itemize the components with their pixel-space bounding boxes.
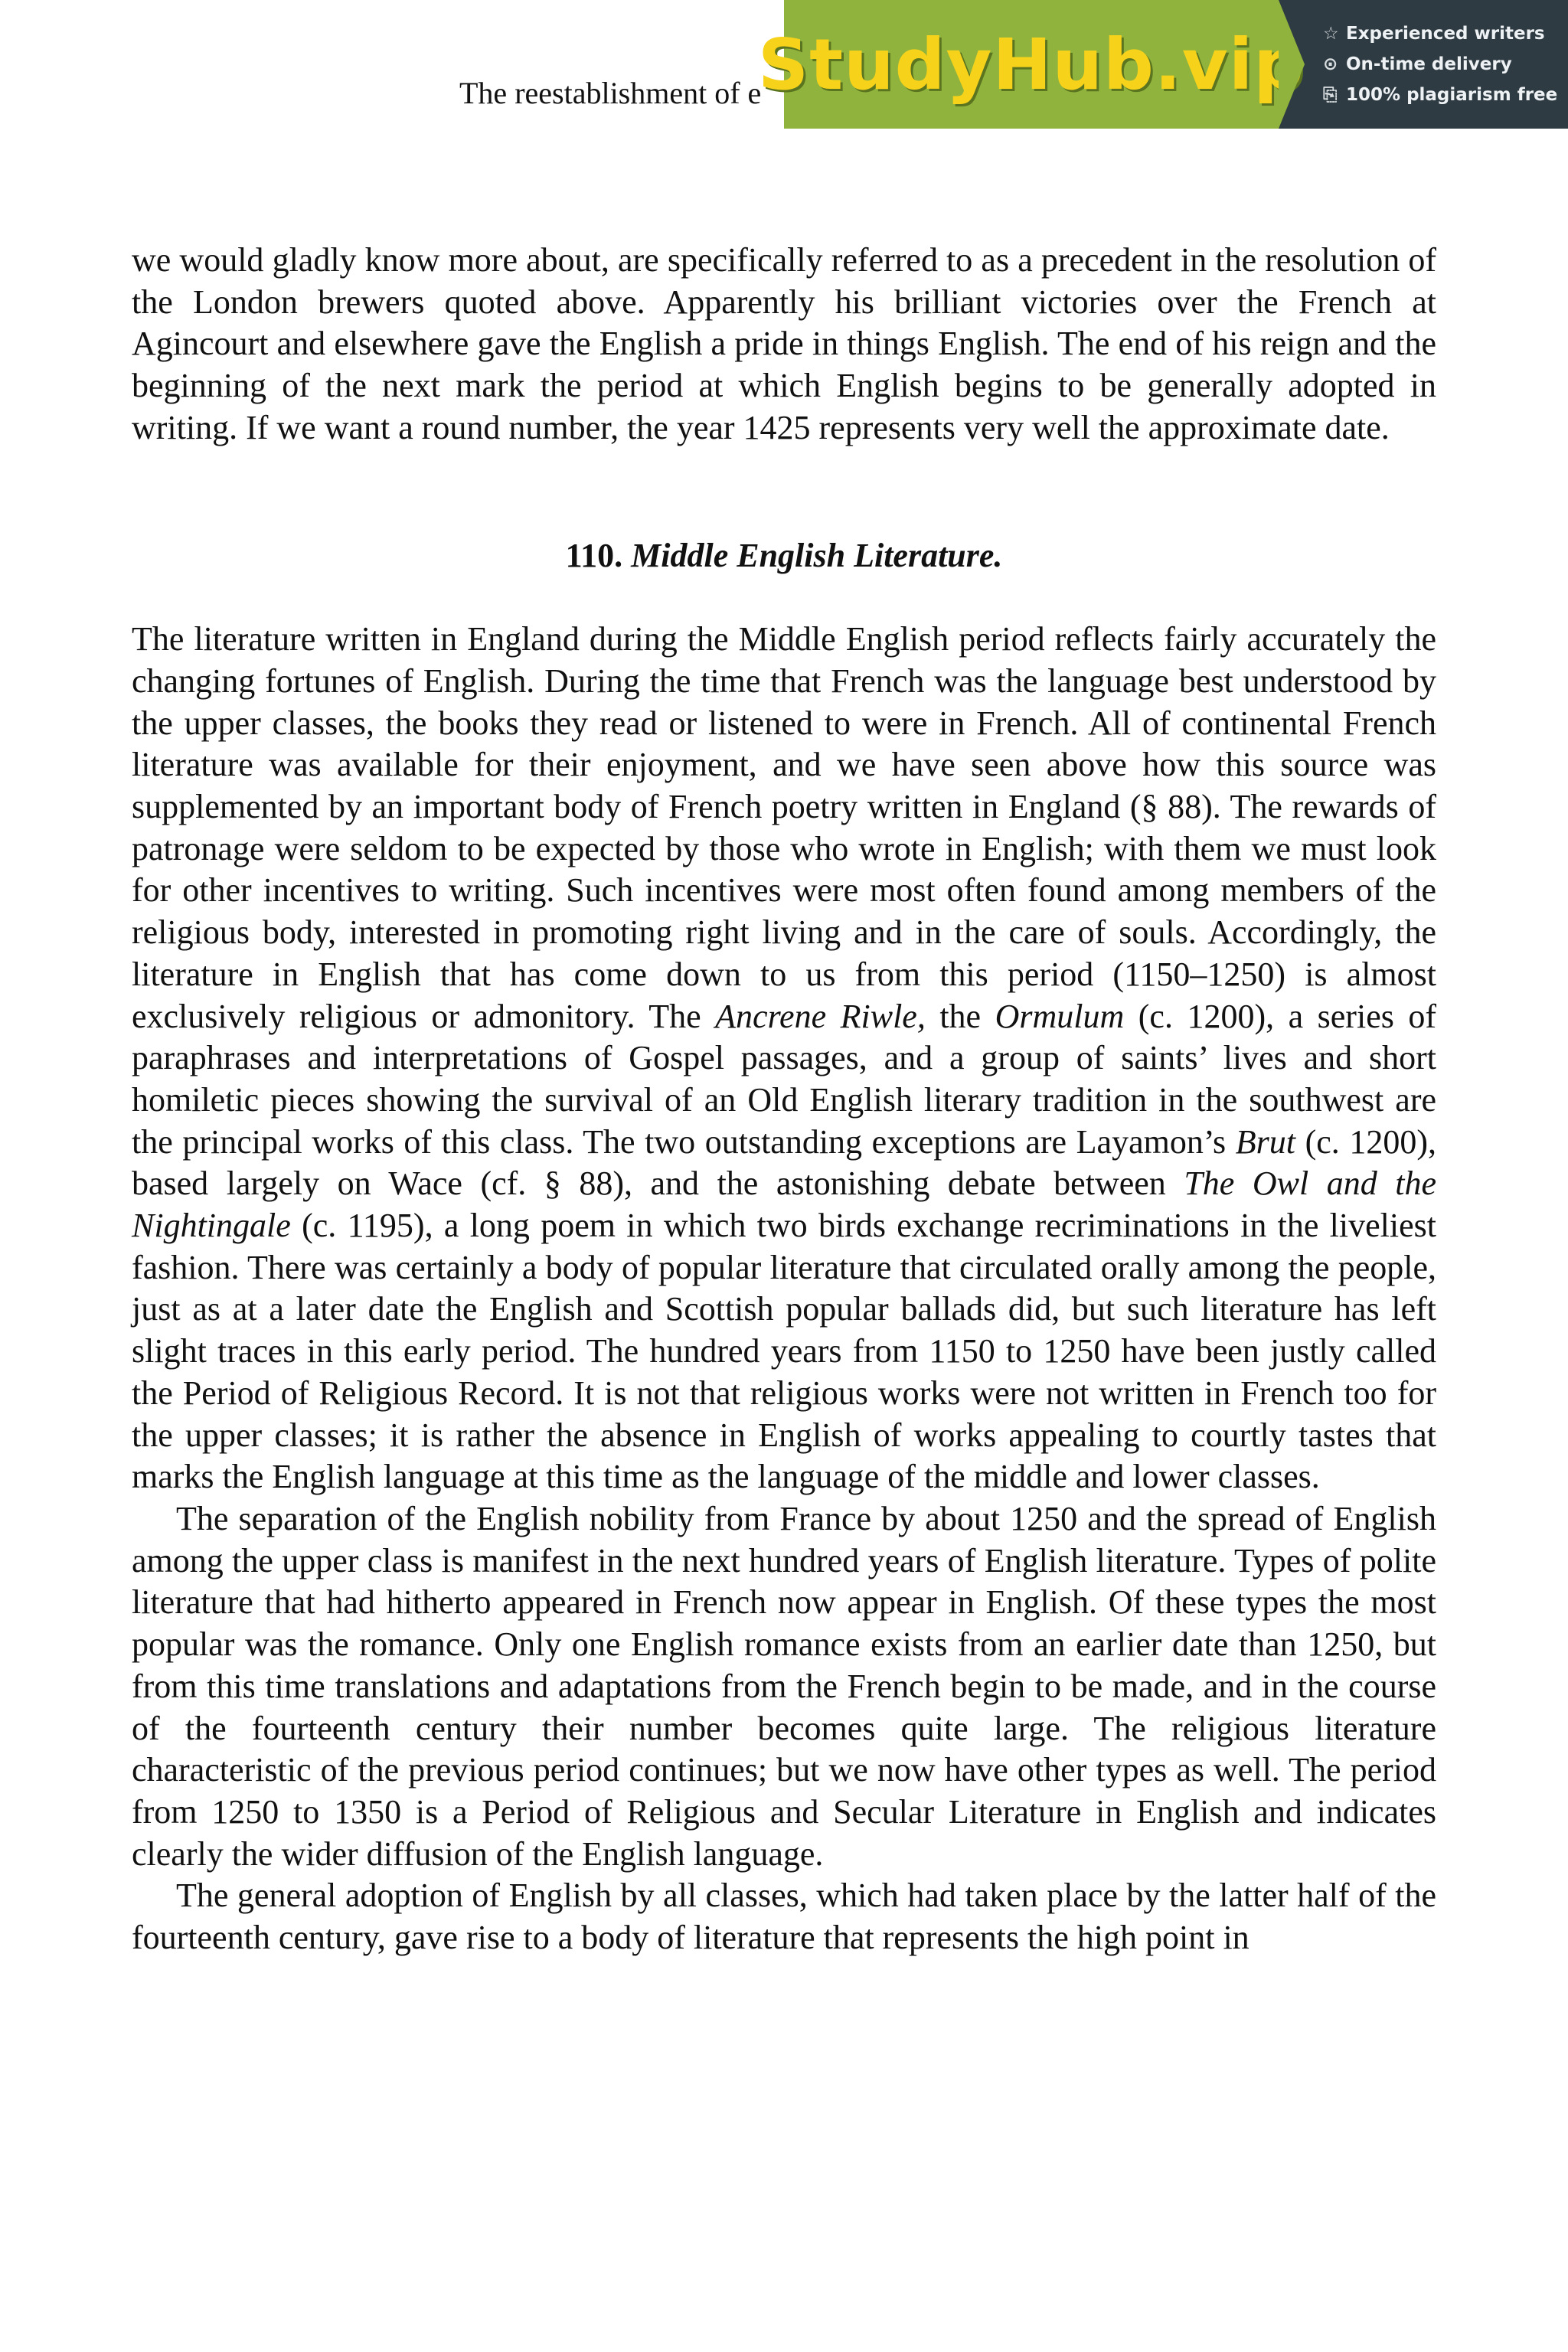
paragraph-middle-english-intro [132, 619, 1436, 1498]
feature-text: On-time delivery [1346, 54, 1512, 74]
section-number: 110. [565, 536, 623, 574]
banner-features-list [1279, 0, 1568, 129]
star-icon: ☆ [1323, 24, 1339, 44]
title-ancrene-riwle: Ancrene Riwle, [715, 997, 926, 1035]
text-run: (c. 1200), based largely on Wace (cf. § 88), and the astonishing debate between [132, 1122, 1436, 1203]
feature-text: 100% plagiarism free [1346, 85, 1558, 105]
section-title: Middle English Literature. [631, 536, 1003, 574]
banner-arrow-shape [1279, 0, 1305, 129]
feature-item [1323, 51, 1568, 77]
text-run: (c. 1200), a series of paraphrases and interpretations of Gospel passages, and a group of saints’ lives and short homiletic pieces showing the survival of an Old English literary tradition in the southwest are the principal works of this class. The two outstanding exceptions are Layamon’s [132, 997, 1436, 1161]
text-run: (c. 1195), a long poem in which two birds exchange recriminations in the liveliest fashion. There was certainly a body of popular literature that circulated orally among the people, just as at a later date the English and Scottish popular ballads did, but such literature has left slight traces in this early period. The hundred years from 1150 to 1250 have been justly called the Period of Religious Record. It is not that religious works were not written in French too for the upper classes; it is rather the absence in English of works appealing to courtly tastes that marks the English language at this time as the language of the middle and lower classes. [132, 1207, 1436, 1496]
title-brut: Brut [1235, 1122, 1295, 1161]
clock-icon: ⊙ [1323, 54, 1338, 74]
paragraph-continuation: we would gladly know more about, are specifically referred to as a precedent in the resolution of the London brewers quoted above. Apparently his brilliant victories over the French at Agincourt and elsewhere gave the English a pride in things English. The end of his reign and the beginning of the next mark the period at which English begins to be generally adopted in writing. If we want a round number, the year 1425 represents very well the approximate date. [132, 241, 1436, 446]
paragraph-general-adoption: The general adoption of English by all classes, which had taken place by the latter half of the fourteenth century, gave rise to a body of literature that represents the high point in [132, 1877, 1436, 1957]
title-ormulum: Ormulum [995, 997, 1125, 1035]
page-body [132, 240, 1436, 1959]
feature-item [1323, 82, 1568, 108]
paragraph-separation-of-nobility: The separation of the English nobility from France by about 1250 and the spread of English among the upper class is manifest in the next hundred years of English literature. Types of polite literature that had hitherto appeared in French now appear in English. Of these types the most popular was the romance. Only one English romance exists from an earlier date than 1250, but from this time translations and adaptations from the French begin to be made, and in the course of the fourteenth century their number becomes quite large. The religious literature characteristic of the previous period continues; but we now have other types as well. The period from 1250 to 1350 is a Period of Religious and Secular Literature in English and indicates clearly the wider diffusion of the English language. [132, 1499, 1436, 1873]
studyhub-logo-text: StudyHub.vip [757, 23, 1305, 106]
feature-item [1323, 21, 1568, 47]
studyhub-ad-banner[interactable] [757, 0, 1568, 129]
section-heading [132, 535, 1436, 577]
text-run: The literature written in England during the Middle English period reflects fairly accurately the changing fortunes of English. During the time that French was the language best understood by the upper classes, the books they read or listened to were in French. All of continental French literature was available for their enjoyment, and we have seen above how this source was supplemented by an important body of French poetry written in England (§ 88). The rewards of patronage were seldom to be expected by those who wrote in English; with them we must look for other incentives to writing. Such incentives were most often found among members of the religious body, interested in promoting right living and in the care of souls. Accordingly, the literature in English that has come down to us from this period (1150–1250) is almost exclusively religious or admonitory. The [132, 620, 1436, 1035]
copy-check-icon: ⎘ [1323, 85, 1338, 105]
studyhub-logo[interactable] [757, 0, 1305, 129]
text-run: the [925, 997, 995, 1035]
feature-text: Experienced writers [1346, 24, 1545, 44]
running-head: The reestablishment of e [459, 76, 762, 110]
title-owl-and-nightingale: The Owl and the Nightingale [132, 1165, 1436, 1245]
